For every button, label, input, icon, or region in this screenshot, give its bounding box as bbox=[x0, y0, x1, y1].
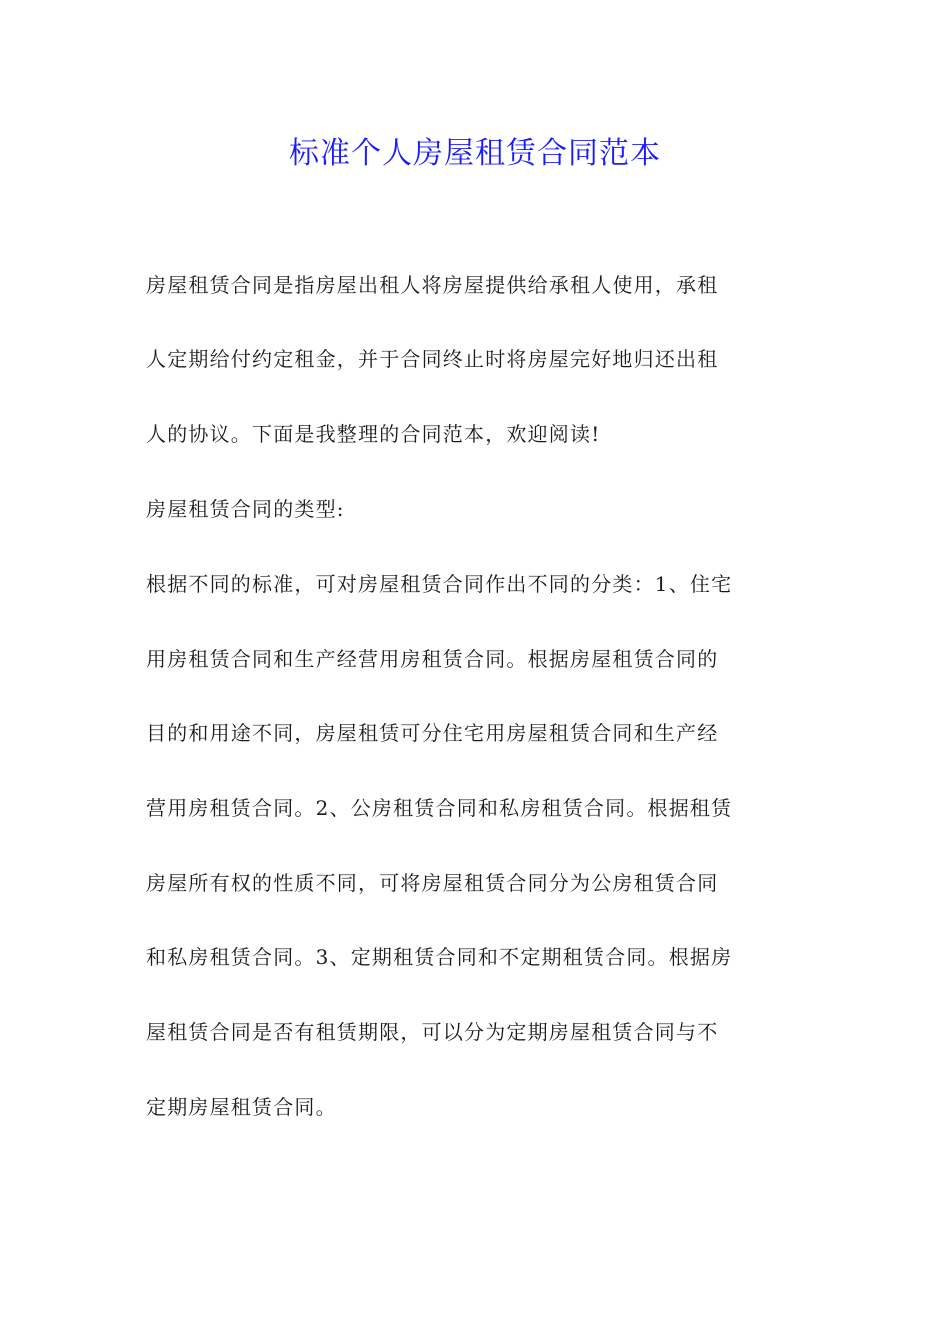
paragraph-line: 房屋租赁合同是指房屋出租人将房屋提供给承租人使用，承租 bbox=[146, 273, 719, 297]
paragraph-line: 房屋所有权的性质不同，可将房屋租赁合同分为公房租赁合同 bbox=[146, 871, 719, 895]
paragraph-line: 和私房租赁合同。3、定期租赁合同和不定期租赁合同。根据房 bbox=[146, 945, 733, 969]
paragraph-line: 营用房租赁合同。2、公房租赁合同和私房租赁合同。根据租赁 bbox=[146, 796, 733, 820]
paragraph-line: 定期房屋租赁合同。 bbox=[146, 1095, 337, 1119]
paragraph-line: 人定期给付约定租金，并于合同终止时将房屋完好地归还出租 bbox=[146, 347, 719, 371]
paragraph-line: 屋租赁合同是否有租赁期限，可以分为定期房屋租赁合同与不 bbox=[146, 1020, 719, 1044]
paragraph-line: 根据不同的标准，可对房屋租赁合同作出不同的分类：1、住宅 bbox=[146, 572, 733, 596]
paragraph-line: 房屋租赁合同的类型: bbox=[146, 497, 345, 521]
paragraph-line: 人的协议。下面是我整理的合同范本，欢迎阅读! bbox=[146, 422, 601, 446]
paragraph-line: 用房租赁合同和生产经营用房租赁合同。根据房屋租赁合同的 bbox=[146, 647, 719, 671]
paragraph-line: 目的和用途不同，房屋租赁可分住宅用房屋租赁合同和生产经 bbox=[146, 721, 719, 745]
document-title: 标准个人房屋租赁合同范本 bbox=[289, 136, 661, 171]
